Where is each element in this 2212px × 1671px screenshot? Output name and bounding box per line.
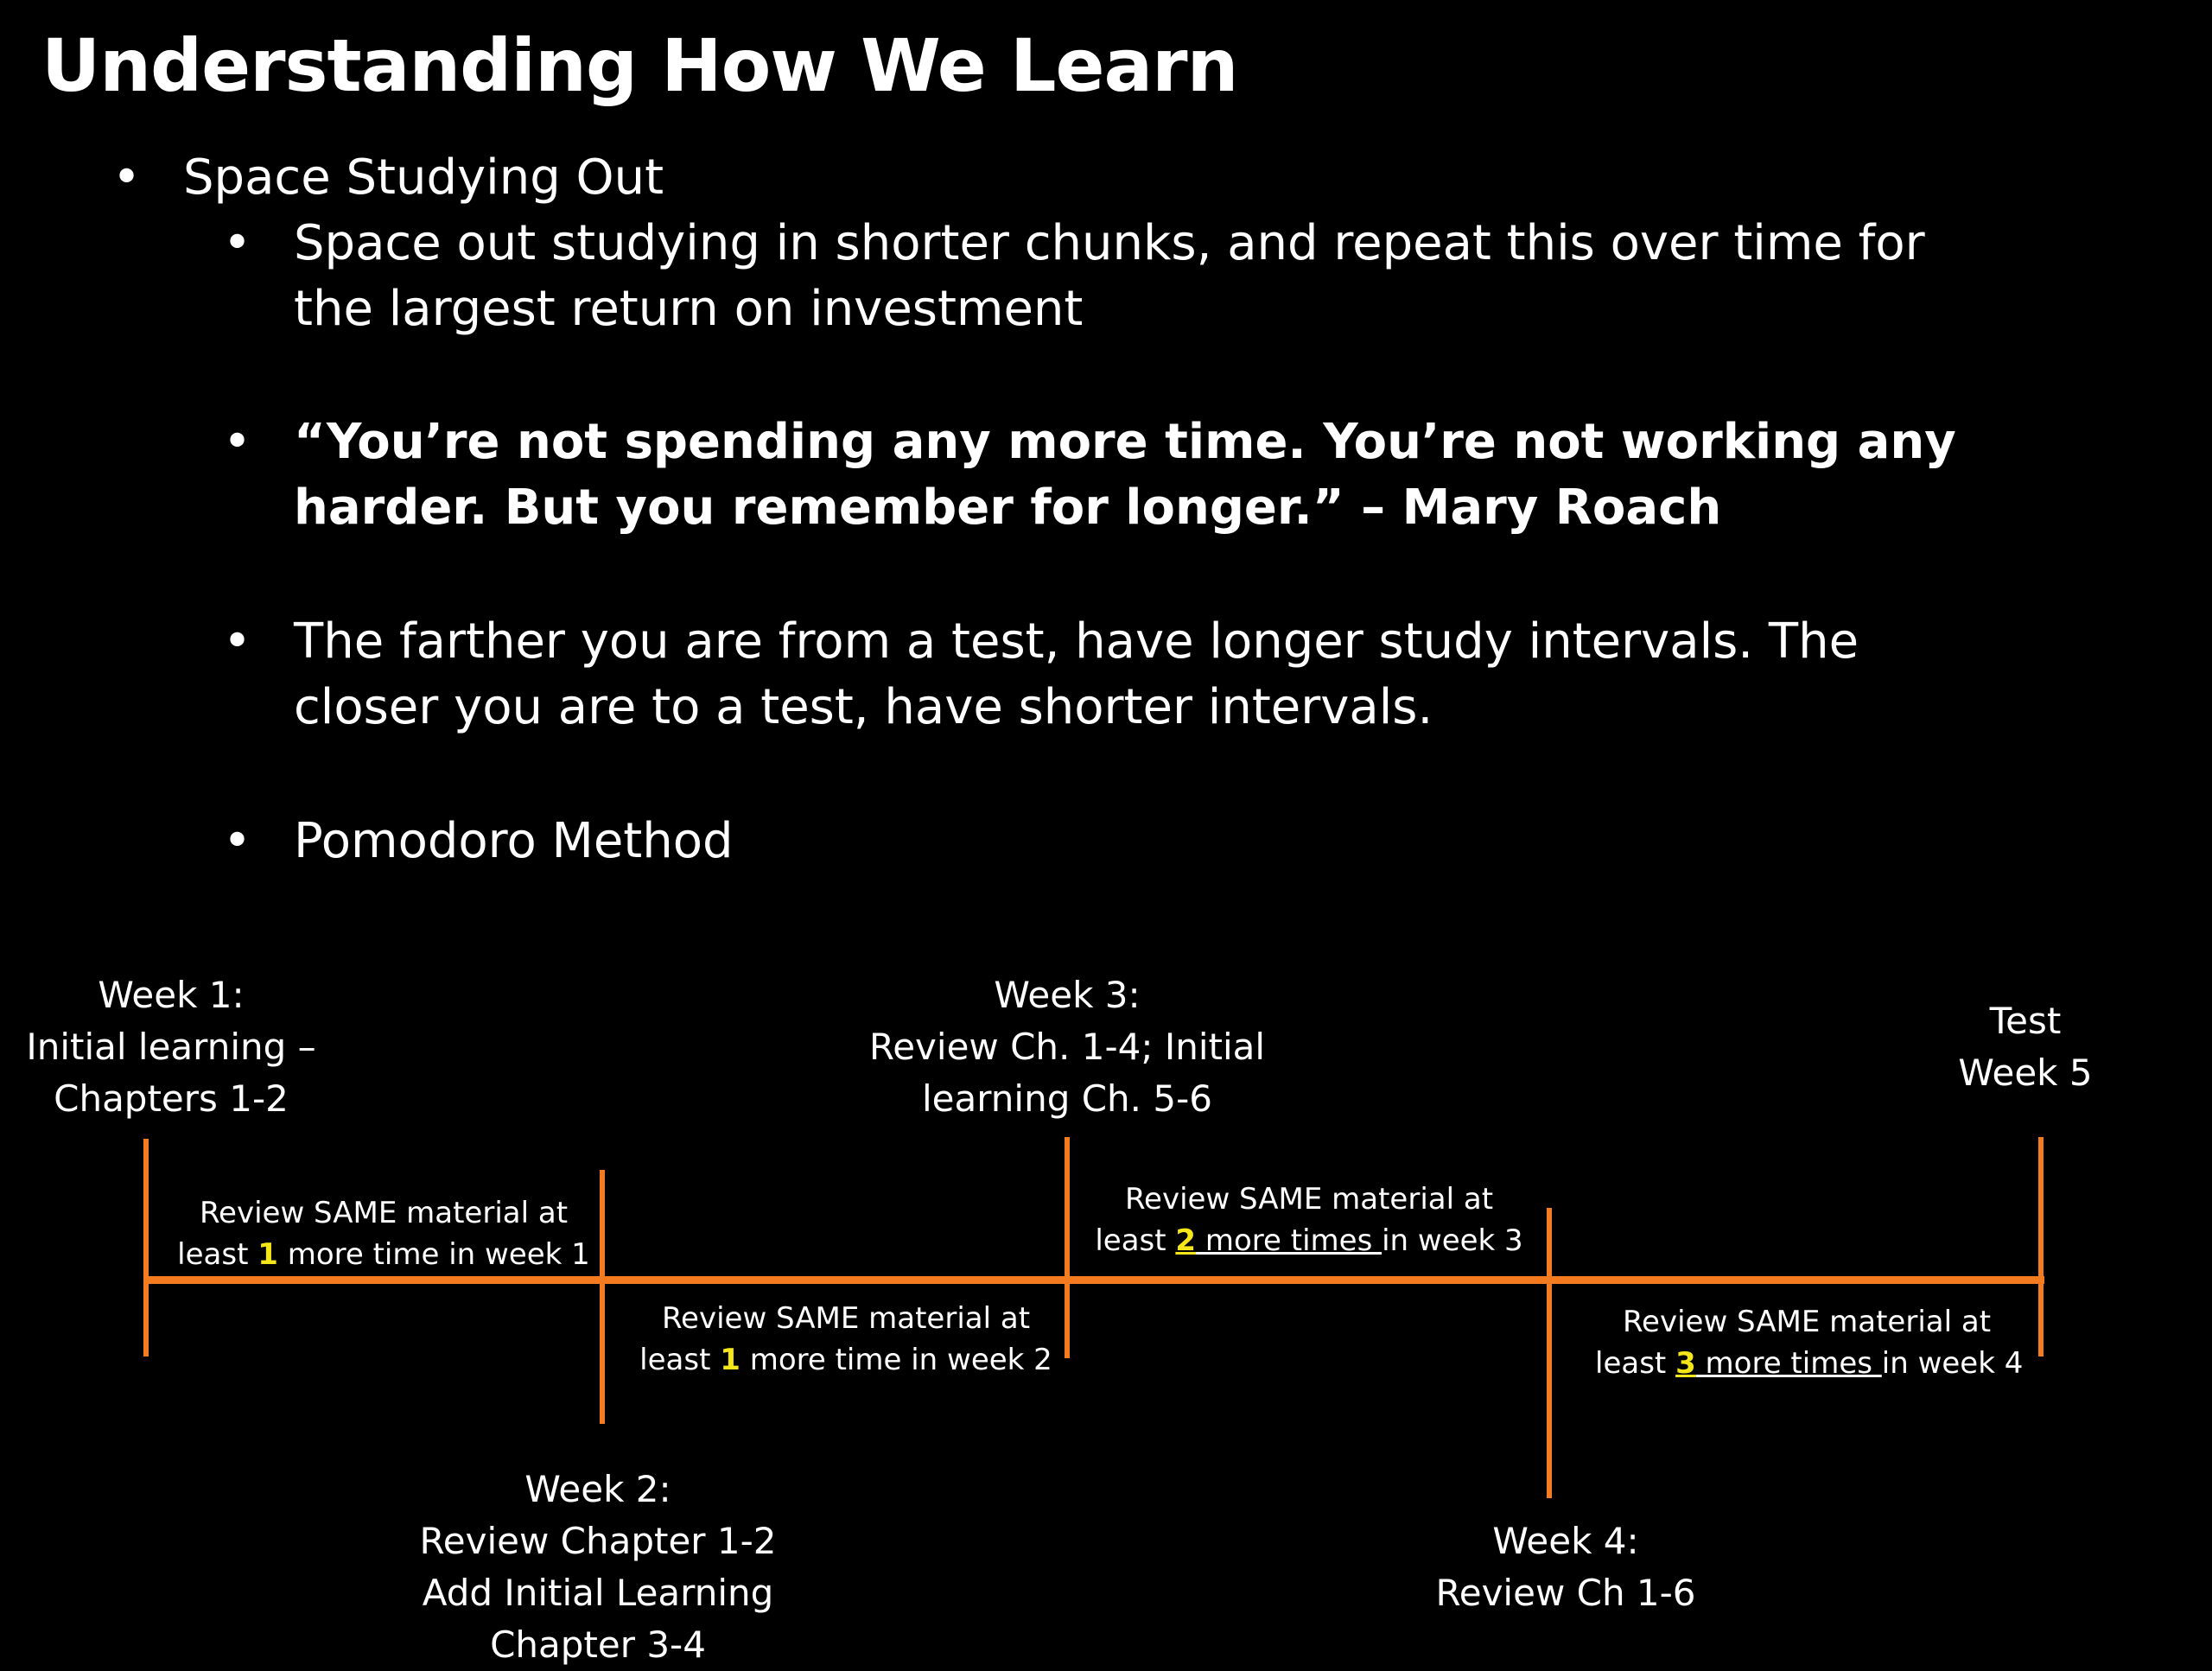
week4-label [1382, 1515, 1749, 1619]
review-post: in week 1 [439, 1237, 590, 1272]
bullet-dot: • [223, 215, 252, 271]
week1-line3: Chapters 1-2 [54, 1077, 289, 1120]
review-count: 3 [1675, 1346, 1696, 1381]
week2-tick [600, 1170, 605, 1424]
review-line2 [1092, 1220, 1526, 1261]
sub-bullet-text: Pomodoro Method [294, 813, 734, 869]
sub-bullet-4 [223, 809, 2003, 874]
week3-heading: Week 3: [994, 974, 1141, 1016]
week3-tick [1065, 1137, 1070, 1358]
week3-line2: Review Ch. 1-4; Initial [868, 1026, 1266, 1068]
review-post: in week 2 [901, 1343, 1052, 1377]
review-pre: least [177, 1237, 258, 1272]
week2-line2: Review Chapter 1-2 [419, 1520, 777, 1562]
week1-label [0, 969, 342, 1125]
review-line1: Review SAME material at [1622, 1305, 1992, 1339]
week3-label [847, 969, 1287, 1125]
review-line1: Review SAME material at [1124, 1182, 1494, 1217]
review-count: 1 [720, 1343, 741, 1377]
test-week: Week 5 [1958, 1052, 2093, 1094]
review-mid: more times [1196, 1223, 1382, 1258]
week2-line3: Add Initial Learning [422, 1572, 774, 1614]
sub-bullet-3 [223, 609, 2003, 740]
week1-tick [143, 1139, 149, 1356]
week3-line3: learning Ch. 5-6 [922, 1077, 1212, 1120]
slide-title: Understanding How We Learn [41, 23, 1238, 108]
review-pre: least [639, 1343, 721, 1377]
week2-label [382, 1464, 814, 1671]
review-note-week3 [1092, 1179, 1526, 1261]
quote-text: “You’re not spending any more time. You’re not working any harder. But you remember for longer.” – Mary Roach [294, 414, 1956, 536]
review-mid: more times [1695, 1346, 1882, 1381]
review-line2 [173, 1234, 594, 1275]
week1-heading: Week 1: [98, 974, 245, 1016]
main-bullet-text: Space Studying Out [183, 149, 664, 206]
review-line2 [1595, 1343, 2024, 1384]
sub-bullet-1 [223, 211, 2003, 342]
review-line2 [639, 1339, 1052, 1381]
review-note-week4 [1595, 1301, 2024, 1384]
week4-tick [1547, 1208, 1552, 1498]
test-label [1922, 995, 2129, 1099]
bullet-dot: • [223, 813, 252, 869]
week2-line4: Chapter 3-4 [490, 1623, 706, 1666]
bullet-dot: • [223, 414, 252, 470]
timeline-axis [145, 1276, 2044, 1284]
test-heading: Test [1989, 1000, 2062, 1042]
review-line1: Review SAME material at [661, 1301, 1031, 1336]
review-line1: Review SAME material at [199, 1196, 569, 1230]
review-mid: more time [277, 1237, 440, 1272]
review-count: 1 [257, 1237, 278, 1272]
review-post: in week 4 [1881, 1346, 2024, 1381]
sub-bullet-text: The farther you are from a test, have longer study intervals. The closer you are to a test, have shorter intervals. [294, 613, 1859, 735]
review-pre: least [1095, 1223, 1176, 1258]
review-pre: least [1595, 1346, 1676, 1381]
sub-bullet-text: Space out studying in shorter chunks, and repeat this over time for the largest return on investment [294, 215, 1925, 337]
review-count: 2 [1175, 1223, 1197, 1258]
week4-line2: Review Ch 1-6 [1435, 1572, 1696, 1614]
week1-line2: Initial learning – [26, 1026, 316, 1068]
review-note-week1 [173, 1192, 594, 1275]
review-mid: more time [740, 1343, 902, 1377]
main-bullet [112, 145, 664, 211]
review-note-week2 [639, 1298, 1052, 1381]
week2-heading: Week 2: [524, 1468, 671, 1510]
review-post: in week 3 [1382, 1223, 1523, 1258]
week4-heading: Week 4: [1492, 1520, 1639, 1562]
bullet-dot: • [223, 613, 252, 670]
bullet-dot: • [112, 149, 142, 206]
test-tick [2038, 1137, 2044, 1356]
sub-bullet-2 [223, 410, 2003, 541]
